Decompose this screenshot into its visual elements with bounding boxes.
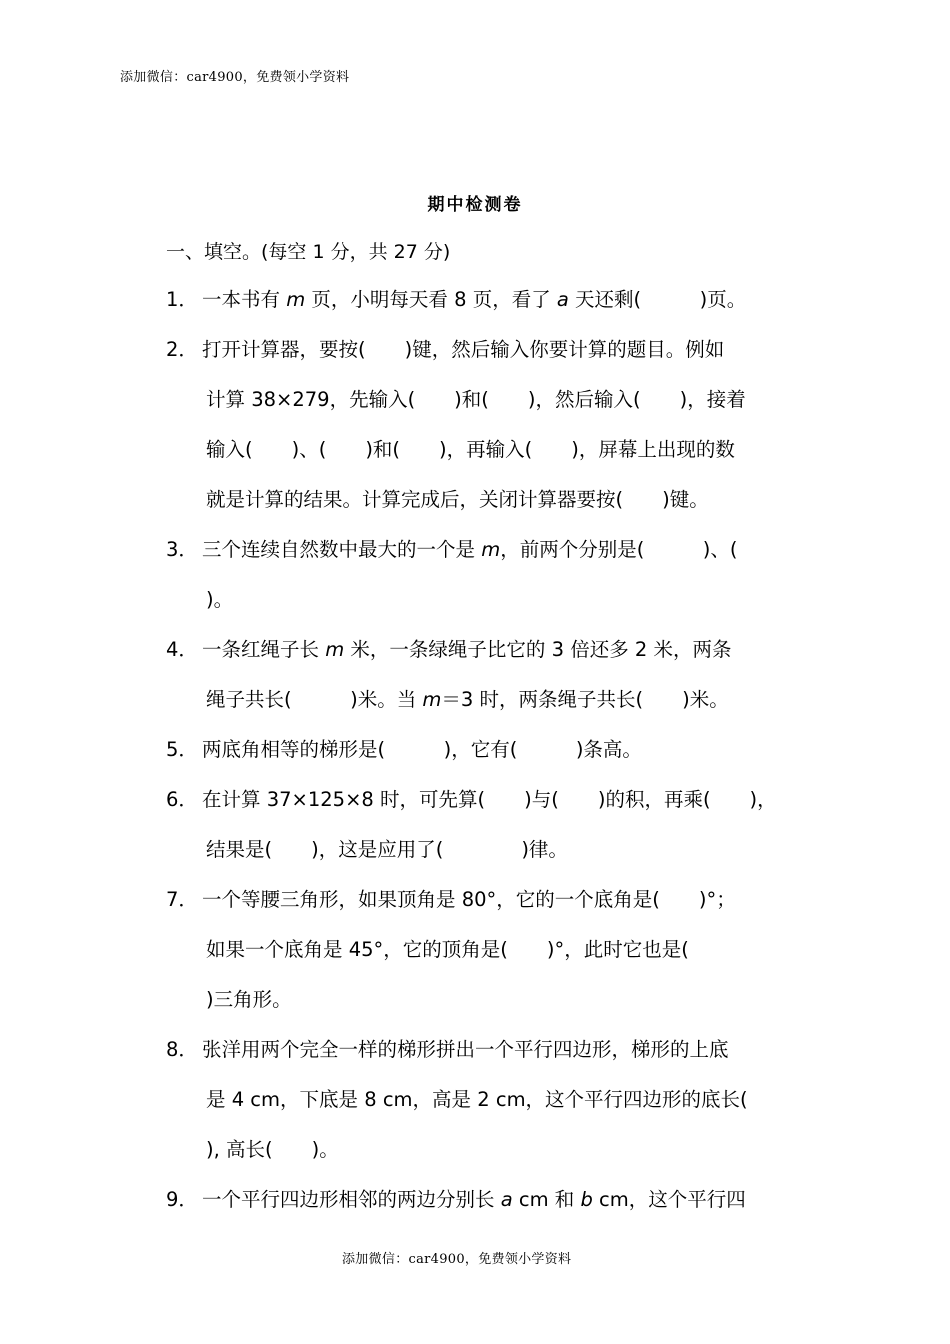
question-text: 输入( )、( )和( )，再输入( )，屏幕上出现的数	[206, 438, 735, 461]
question-text: )。	[206, 588, 234, 611]
question-text: 一条红绳子长	[202, 638, 326, 661]
question-line	[166, 1187, 816, 1237]
question-text: ＝3 时，两条绳子共长( )米。	[441, 688, 729, 711]
footer-watermark-note: 添加微信：car4900，免费领小学资料	[342, 1252, 572, 1267]
question-text: 天还剩( )页。	[568, 288, 747, 311]
question-line	[166, 537, 816, 587]
question-number: 5．	[166, 738, 198, 761]
variable-m: m	[481, 538, 501, 561]
question-number: 4．	[166, 638, 198, 661]
question-text: cm，这个平行四	[592, 1188, 746, 1211]
question-line-continued	[166, 1137, 816, 1187]
question-text: 在计算 37×125×8 时，可先算( )与( )的积，再乘( )，	[202, 788, 777, 811]
question-text: 一个平行四边形相邻的两边分别长	[202, 1188, 501, 1211]
question-line-continued	[166, 1087, 816, 1137]
question-line-continued	[166, 937, 816, 987]
question-number: 8．	[166, 1038, 198, 1061]
question-line-continued	[166, 437, 816, 487]
question-text: 两底角相等的梯形是( )，它有( )条高。	[202, 738, 642, 761]
question-line	[166, 1037, 816, 1087]
question-line	[166, 887, 816, 937]
variable-a: a	[500, 1188, 513, 1211]
header-watermark-note: 添加微信：car4900，免费领小学资料	[120, 70, 350, 85]
question-text: 绳子共长( )米。当	[206, 688, 423, 711]
question-text: )三角形。	[206, 988, 292, 1011]
question-line-continued	[166, 837, 816, 887]
question-text: 一本书有	[202, 288, 287, 311]
question-line-continued	[166, 587, 816, 637]
question-line	[166, 637, 816, 687]
variable-m: m	[422, 688, 442, 711]
question-number: 9．	[166, 1188, 198, 1211]
question-line	[166, 287, 816, 337]
question-text: cm 和	[512, 1188, 581, 1211]
question-text: 结果是( )，这是应用了( )律。	[206, 838, 568, 861]
question-line-continued	[166, 487, 816, 537]
variable-m: m	[325, 638, 345, 661]
question-text: 如果一个底角是 45°，它的顶角是( )°，此时它也是(	[206, 938, 689, 961]
question-number: 3．	[166, 538, 198, 561]
question-text: 计算 38×279，先输入( )和( )，然后输入( )，接着	[206, 388, 746, 411]
question-number: 7．	[166, 888, 198, 911]
question-text: 张洋用两个完全一样的梯形拼出一个平行四边形，梯形的上底	[202, 1038, 729, 1061]
question-line-continued	[166, 987, 816, 1037]
variable-m: m	[286, 288, 306, 311]
question-text: 是 4 cm，下底是 8 cm，高是 2 cm，这个平行四边形的底长(	[206, 1088, 748, 1111]
question-text: 一个等腰三角形，如果顶角是 80°，它的一个底角是( )°；	[202, 888, 736, 911]
page-title: 期中检测卷	[427, 195, 523, 215]
question-line	[166, 737, 816, 787]
question-text: 米，一条绿绳子比它的 3 倍还多 2 米，两条	[344, 638, 732, 661]
question-number: 1．	[166, 288, 198, 311]
question-text: 打开计算器，要按( )键，然后输入你要计算的题目。例如	[202, 338, 725, 361]
question-text: ), 高长( )。	[206, 1138, 339, 1161]
question-number: 6．	[166, 788, 198, 811]
variable-b: b	[580, 1188, 593, 1211]
question-text: 页，小明每天看 8 页，看了	[305, 288, 557, 311]
question-line-continued	[166, 387, 816, 437]
question-text: 就是计算的结果。计算完成后，关闭计算器要按( )键。	[206, 488, 709, 511]
question-number: 2．	[166, 338, 198, 361]
question-text: 三个连续自然数中最大的一个是	[202, 538, 482, 561]
question-line	[166, 787, 816, 837]
question-line-continued	[166, 687, 816, 737]
variable-a: a	[556, 288, 569, 311]
section-heading: 一、填空。(每空 1 分，共 27 分)	[166, 241, 451, 263]
question-list	[166, 287, 816, 1237]
question-line	[166, 337, 816, 387]
question-text: ，前两个分别是( )、(	[500, 538, 738, 561]
